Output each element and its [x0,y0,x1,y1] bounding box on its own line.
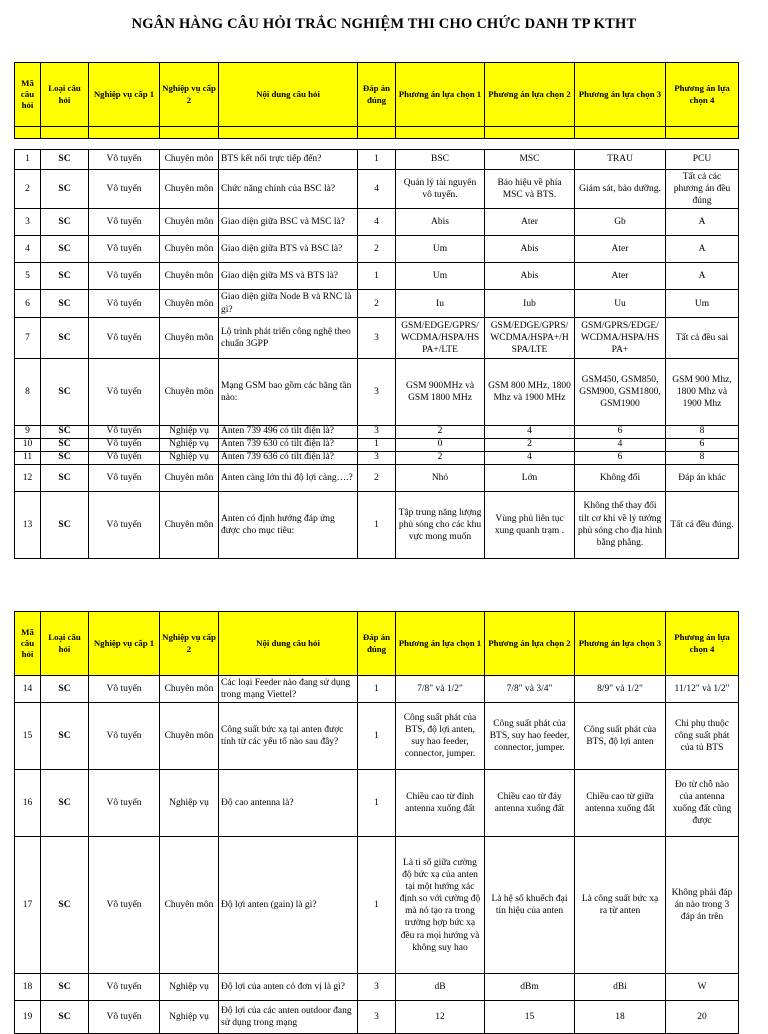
question-id: 11 [15,451,41,464]
option-3: 8/9" và 1/2" [575,676,666,703]
category-level-1: Vô tuyến [89,451,160,464]
option-3: 18 [575,1001,666,1034]
option-2: Là hệ số khuếch đại tín hiệu của anten [485,837,575,974]
option-4: Tất cả đều đúng. [666,491,739,558]
correct-answer: 3 [358,425,396,438]
table-row [15,676,739,703]
spacer-cell [358,127,396,139]
table-header-row [15,63,739,127]
option-1: Chiều cao từ đỉnh antenna xuống đất [396,770,485,837]
question-type: SC [41,491,89,558]
question-type: SC [41,837,89,974]
category-level-1: Vô tuyến [89,676,160,703]
option-3: 6 [575,451,666,464]
column-header: Nghiệp vụ cấp 1 [89,63,160,127]
question-id: 17 [15,837,41,974]
question-type: SC [41,676,89,703]
option-2: Báo hiệu về phía MSC và BTS. [485,170,575,209]
category-level-1: Vô tuyến [89,703,160,770]
category-level-2: Nghiệp vụ [160,1001,219,1034]
option-4: 11/12" và 1/2" [666,676,739,703]
table-row [15,703,739,770]
column-header: Phương án lựa chọn 1 [396,63,485,127]
table-row [15,209,739,236]
category-level-2: Chuyên môn [160,317,219,358]
table-row [15,290,739,317]
option-3: Giám sát, bảo dưỡng. [575,170,666,209]
question-type: SC [41,150,89,170]
correct-answer: 1 [358,491,396,558]
question-id: 2 [15,170,41,209]
question-text: Công suất bức xạ tại anten được tính từ các yếu tố nào sau đây? [219,703,358,770]
option-3: GSM/GPRS/EDGE/ WCDMA/HSPA/HS PA+ [575,317,666,358]
option-1: Công suất phát của BTS, độ lợi anten, suy hao feeder, connector, jumper. [396,703,485,770]
option-2: 4 [485,425,575,438]
question-type: SC [41,209,89,236]
question-id: 5 [15,263,41,290]
question-id: 3 [15,209,41,236]
option-3: Là công suất bức xạ ra từ anten [575,837,666,974]
category-level-2: Chuyên môn [160,209,219,236]
correct-answer: 1 [358,837,396,974]
option-3: TRAU [575,150,666,170]
table-row [15,770,739,837]
spacer-cell [15,127,41,139]
column-header: Mã câu hỏi [15,612,41,676]
table-row [15,170,739,209]
table-row [15,263,739,290]
category-level-1: Vô tuyến [89,425,160,438]
option-4: 20 [666,1001,739,1034]
column-header: Loại câu hỏi [41,63,89,127]
category-level-2: Chuyên môn [160,491,219,558]
column-header: Phương án lựa chọn 3 [575,612,666,676]
category-level-2: Nghiệp vụ [160,974,219,1001]
column-header: Phương án lựa chọn 2 [485,63,575,127]
option-1: 2 [396,451,485,464]
category-level-2: Nghiệp vụ [160,438,219,451]
option-3: Chiều cao từ giữa antenna xuống đất [575,770,666,837]
correct-answer: 1 [358,438,396,451]
table-header-row [15,612,739,676]
option-2: Chiều cao từ đáy antenna xuống đất [485,770,575,837]
question-type: SC [41,290,89,317]
column-header: Phương án lựa chọn 3 [575,63,666,127]
option-2: GSM 800 MHz, 1800 Mhz và 1900 MHz [485,358,575,425]
question-id: 4 [15,236,41,263]
correct-answer: 1 [358,703,396,770]
question-type: SC [41,770,89,837]
category-level-1: Vô tuyến [89,236,160,263]
option-4: GSM 900 Mhz, 1800 Mhz và 1900 Mhz [666,358,739,425]
table-row [15,438,739,451]
correct-answer: 3 [358,317,396,358]
question-id: 7 [15,317,41,358]
question-type: SC [41,464,89,491]
correct-answer: 3 [358,451,396,464]
option-4: 8 [666,425,739,438]
category-level-2: Chuyên môn [160,263,219,290]
spacer-cell [575,127,666,139]
option-1: GSM 900MHz và GSM 1800 MHz [396,358,485,425]
question-type: SC [41,438,89,451]
question-id: 13 [15,491,41,558]
category-level-1: Vô tuyến [89,770,160,837]
option-4: A [666,263,739,290]
option-4: Um [666,290,739,317]
question-text: BTS kết nối trực tiếp đến? [219,150,358,170]
spacer-cell [160,127,219,139]
yellow-spacer-row [15,127,739,139]
question-type: SC [41,358,89,425]
option-3: 4 [575,438,666,451]
option-3: Không đổi [575,464,666,491]
question-id: 14 [15,676,41,703]
table-row [15,425,739,438]
question-text: Giao diện giữa BTS và BSC là? [219,236,358,263]
question-text: Độ cao antenna là? [219,770,358,837]
question-text: Giao diện giữa MS và BTS là? [219,263,358,290]
question-type: SC [41,1001,89,1034]
option-1: Quản lý tài nguyên vô tuyến. [396,170,485,209]
table-row [15,150,739,170]
question-text: Độ lợi của anten có đơn vị là gì? [219,974,358,1001]
correct-answer: 1 [358,150,396,170]
spacer-cell [485,127,575,139]
option-4: Đáp án khác [666,464,739,491]
option-4: PCU [666,150,739,170]
table-row [15,1001,739,1034]
column-header: Loại câu hỏi [41,612,89,676]
column-header: Phương án lựa chọn 1 [396,612,485,676]
category-level-2: Chuyên môn [160,150,219,170]
question-id: 9 [15,425,41,438]
table-row [15,358,739,425]
correct-answer: 2 [358,290,396,317]
question-text: Anten 739 636 có tilt điện là? [219,451,358,464]
option-1: Là tỉ số giữa cường độ bức xạ của anten tại một hướng xác định so với cường độ mà nó tạo ra trong trường hợp bức xạ đều ra mọi hướng và không suy hao [396,837,485,974]
option-2: GSM/EDGE/GPRS/ WCDMA/HSPA+/H SPA/LTE [485,317,575,358]
column-header: Nghiệp vụ cấp 1 [89,612,160,676]
question-type: SC [41,425,89,438]
column-header: Đáp án đúng [358,612,396,676]
question-text: Anten càng lớn thì độ lợi càng….? [219,464,358,491]
question-id: 6 [15,290,41,317]
option-3: Ater [575,263,666,290]
question-text: Giao diện giữa Node B và RNC là gì? [219,290,358,317]
category-level-1: Vô tuyến [89,464,160,491]
category-level-2: Nghiệp vụ [160,425,219,438]
option-4: Tất cả đều sai [666,317,739,358]
correct-answer: 1 [358,263,396,290]
column-header: Phương án lựa chọn 2 [485,612,575,676]
category-level-1: Vô tuyến [89,209,160,236]
correct-answer: 3 [358,974,396,1001]
correct-answer: 3 [358,1001,396,1034]
option-2: Ater [485,209,575,236]
category-level-1: Vô tuyến [89,974,160,1001]
column-header: Nghiệp vụ cấp 2 [160,612,219,676]
category-level-1: Vô tuyến [89,1001,160,1034]
option-3: Công suất phát của BTS, độ lợi anten [575,703,666,770]
column-header: Nội dung câu hỏi [219,63,358,127]
column-header: Mã câu hỏi [15,63,41,127]
question-id: 10 [15,438,41,451]
option-4: Không phải đáp án nào trong 3 đáp án trên [666,837,739,974]
spacer-cell [89,127,160,139]
option-2: MSC [485,150,575,170]
correct-answer: 1 [358,676,396,703]
table-row [15,837,739,974]
category-level-2: Chuyên môn [160,837,219,974]
option-1: 2 [396,425,485,438]
column-header: Đáp án đúng [358,63,396,127]
question-id: 1 [15,150,41,170]
option-3: dBi [575,974,666,1001]
option-2: Vùng phủ liên tục xung quanh trạm . [485,491,575,558]
option-3: 6 [575,425,666,438]
question-type: SC [41,974,89,1001]
question-text: Các loại Feeder nào đang sử dụng trong mạng Viettel? [219,676,358,703]
option-2: dBm [485,974,575,1001]
category-level-2: Chuyên môn [160,290,219,317]
option-4: Đo từ chỗ nào của antenna xuống đất cũng được [666,770,739,837]
category-level-2: Nghiệp vụ [160,451,219,464]
category-level-2: Chuyên môn [160,358,219,425]
question-id: 15 [15,703,41,770]
question-id: 18 [15,974,41,1001]
column-header: Phương án lựa chọn 4 [666,63,739,127]
category-level-1: Vô tuyến [89,358,160,425]
option-1: GSM/EDGE/GPRS/ WCDMA/HSPA/HS PA+/LTE [396,317,485,358]
spacer-cell [396,127,485,139]
category-level-2: Chuyên môn [160,170,219,209]
option-2: Abis [485,263,575,290]
option-4: A [666,209,739,236]
option-1: Um [396,263,485,290]
option-2: 4 [485,451,575,464]
option-1: 12 [396,1001,485,1034]
question-text: Lộ trình phát triển công nghệ theo chuẩn 3GPP [219,317,358,358]
question-id: 16 [15,770,41,837]
option-4: W [666,974,739,1001]
question-text: Chức năng chính của BSC là? [219,170,358,209]
category-level-1: Vô tuyến [89,491,160,558]
question-type: SC [41,263,89,290]
question-id: 8 [15,358,41,425]
correct-answer: 1 [358,770,396,837]
question-text: Độ lợi anten (gain) là gì? [219,837,358,974]
column-header: Phương án lựa chọn 4 [666,612,739,676]
option-2: Lớn [485,464,575,491]
table-row [15,451,739,464]
option-3: GSM450, GSM850, GSM900, GSM1800, GSM1900 [575,358,666,425]
table-row [15,236,739,263]
question-type: SC [41,451,89,464]
category-level-1: Vô tuyến [89,438,160,451]
category-level-1: Vô tuyến [89,263,160,290]
column-header: Nội dung câu hỏi [219,612,358,676]
option-1: Nhỏ [396,464,485,491]
correct-answer: 4 [358,170,396,209]
option-1: Um [396,236,485,263]
question-text: Anten có định hướng đáp ứng được cho mục tiêu: [219,491,358,558]
option-1: Abis [396,209,485,236]
question-text: Giao diện giữa BSC và MSC là? [219,209,358,236]
correct-answer: 2 [358,236,396,263]
page-title: NGÂN HÀNG CÂU HỎI TRẮC NGHIỆM THI CHO CHỨC DANH TP KTHT [131,16,637,32]
option-2: Abis [485,236,575,263]
option-4: Chỉ phụ thuộc công suất phát của tủ BTS [666,703,739,770]
correct-answer: 4 [358,209,396,236]
option-1: Tập trung năng lượng phủ sóng cho các khu vực mong muốn [396,491,485,558]
table-row [15,974,739,1001]
spacer-cell [666,127,739,139]
option-1: 0 [396,438,485,451]
question-text: Độ lợi của các anten outdoor đang sử dụng trong mạng [219,1001,358,1034]
category-level-2: Chuyên môn [160,464,219,491]
category-level-1: Vô tuyến [89,170,160,209]
spacer-cell [219,127,358,139]
question-type: SC [41,317,89,358]
correct-answer: 2 [358,464,396,491]
correct-answer: 3 [358,358,396,425]
option-2: 7/8" và 3/4" [485,676,575,703]
option-3: Không thể thay đổi tilt cơ khi về lý tưởng phủ sóng cho địa hình bằng phẳng. [575,491,666,558]
option-1: Iu [396,290,485,317]
question-type: SC [41,170,89,209]
option-1: BSC [396,150,485,170]
category-level-2: Chuyên môn [160,236,219,263]
option-4: 8 [666,451,739,464]
option-4: Tất cả các phương án đều đúng [666,170,739,209]
category-level-1: Vô tuyến [89,317,160,358]
table-row [15,491,739,558]
question-type: SC [41,236,89,263]
category-level-2: Chuyên môn [160,703,219,770]
question-type: SC [41,703,89,770]
option-1: 7/8" và 1/2" [396,676,485,703]
spacer-cell [41,127,89,139]
option-4: 6 [666,438,739,451]
question-text: Anten 739 496 có tilt điện là? [219,425,358,438]
question-id: 19 [15,1001,41,1034]
category-level-2: Nghiệp vụ [160,770,219,837]
question-text: Mạng GSM bao gồm các băng tần nào: [219,358,358,425]
category-level-2: Chuyên môn [160,676,219,703]
column-header: Nghiệp vụ cấp 2 [160,63,219,127]
option-1: dB [396,974,485,1001]
question-id: 12 [15,464,41,491]
option-2: 2 [485,438,575,451]
option-2: 15 [485,1001,575,1034]
category-level-1: Vô tuyến [89,150,160,170]
question-table-2 [14,611,739,1034]
category-level-1: Vô tuyến [89,837,160,974]
option-3: Uu [575,290,666,317]
question-text: Anten 739 630 có tilt điện là? [219,438,358,451]
option-2: Iub [485,290,575,317]
option-2: Công suất phát của BTS, suy hao feeder, connector, jumper. [485,703,575,770]
question-table-1 [14,62,739,559]
table-row [15,464,739,491]
option-3: Ater [575,236,666,263]
option-3: Gb [575,209,666,236]
option-4: A [666,236,739,263]
category-level-1: Vô tuyến [89,290,160,317]
table-row [15,317,739,358]
